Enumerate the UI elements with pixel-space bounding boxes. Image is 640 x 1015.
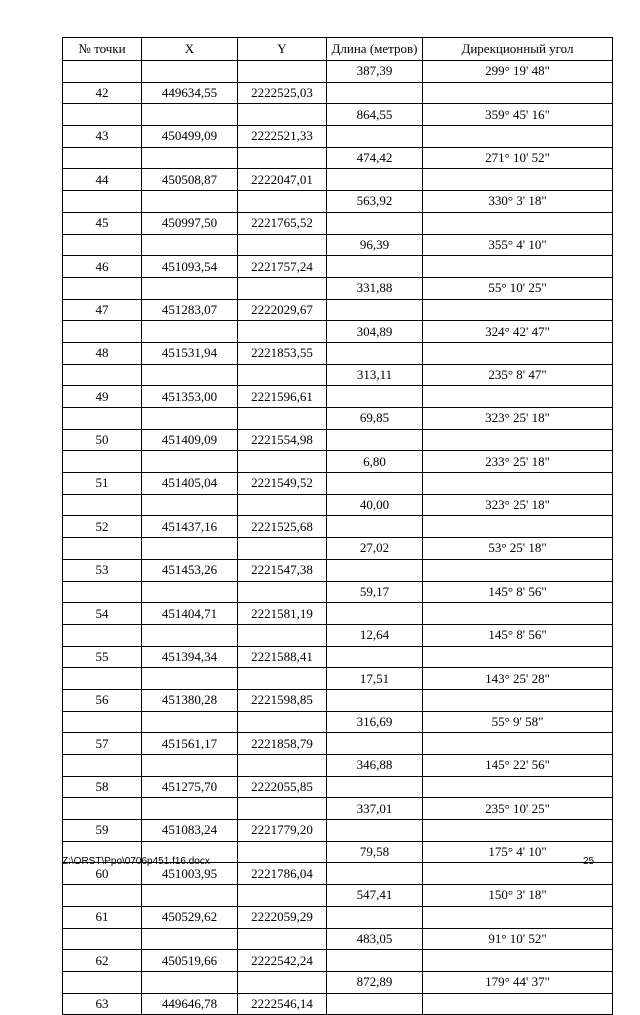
table-header bbox=[63, 38, 613, 61]
table-row bbox=[63, 581, 613, 603]
table-row bbox=[63, 624, 613, 646]
cell-length: 547,41 bbox=[327, 885, 423, 907]
cell-length bbox=[327, 212, 423, 234]
header-length: Длина (метров) bbox=[327, 38, 423, 61]
table-row bbox=[63, 559, 613, 581]
cell-bearing bbox=[423, 603, 613, 625]
cell-x: 451561,17 bbox=[142, 733, 238, 755]
cell-bearing bbox=[423, 689, 613, 711]
cell-bearing: 330° 3' 18" bbox=[423, 191, 613, 213]
cell-length bbox=[327, 559, 423, 581]
cell-length bbox=[327, 689, 423, 711]
cell-y: 2222542,24 bbox=[238, 950, 327, 972]
cell-bearing: 145° 22' 56" bbox=[423, 755, 613, 777]
cell-y bbox=[238, 798, 327, 820]
cell-y: 2221853,55 bbox=[238, 342, 327, 364]
table-row bbox=[63, 342, 613, 364]
cell-y bbox=[238, 191, 327, 213]
cell-length: 872,89 bbox=[327, 971, 423, 993]
table-row bbox=[63, 277, 613, 299]
cell-length bbox=[327, 342, 423, 364]
table-row bbox=[63, 668, 613, 690]
table-row bbox=[63, 906, 613, 928]
cell-length bbox=[327, 646, 423, 668]
cell-y bbox=[238, 755, 327, 777]
cell-y bbox=[238, 668, 327, 690]
cell-x bbox=[142, 668, 238, 690]
cell-point-number: 47 bbox=[63, 299, 142, 321]
cell-x: 450519,66 bbox=[142, 950, 238, 972]
cell-x: 449634,55 bbox=[142, 82, 238, 104]
cell-x: 451405,04 bbox=[142, 473, 238, 495]
cell-y: 2221786,04 bbox=[238, 863, 327, 885]
cell-point-number: 53 bbox=[63, 559, 142, 581]
cell-y: 2221596,61 bbox=[238, 386, 327, 408]
cell-bearing: 323° 25' 18" bbox=[423, 494, 613, 516]
table-row bbox=[63, 82, 613, 104]
cell-x: 451083,24 bbox=[142, 820, 238, 842]
cell-point-number: 51 bbox=[63, 473, 142, 495]
cell-point-number bbox=[63, 61, 142, 83]
cell-length bbox=[327, 386, 423, 408]
cell-bearing: 324° 42' 47" bbox=[423, 321, 613, 343]
cell-bearing bbox=[423, 733, 613, 755]
cell-point-number bbox=[63, 928, 142, 950]
cell-point-number: 59 bbox=[63, 820, 142, 842]
cell-point-number: 52 bbox=[63, 516, 142, 538]
cell-length: 316,69 bbox=[327, 711, 423, 733]
cell-length bbox=[327, 776, 423, 798]
cell-y: 2221549,52 bbox=[238, 473, 327, 495]
cell-bearing bbox=[423, 169, 613, 191]
cell-length: 474,42 bbox=[327, 147, 423, 169]
cell-y bbox=[238, 538, 327, 560]
cell-bearing: 150° 3' 18" bbox=[423, 885, 613, 907]
cell-y bbox=[238, 321, 327, 343]
cell-length bbox=[327, 993, 423, 1015]
cell-length bbox=[327, 950, 423, 972]
cell-x bbox=[142, 928, 238, 950]
cell-x bbox=[142, 451, 238, 473]
footer-file-path: Z:\ORST\Ppo\0706p451.f16.docx bbox=[62, 856, 210, 867]
cell-x: 451003,95 bbox=[142, 863, 238, 885]
cell-bearing bbox=[423, 256, 613, 278]
cell-y: 2222546,14 bbox=[238, 993, 327, 1015]
cell-bearing: 91° 10' 52" bbox=[423, 928, 613, 950]
cell-y: 2221765,52 bbox=[238, 212, 327, 234]
cell-x bbox=[142, 711, 238, 733]
cell-length: 387,39 bbox=[327, 61, 423, 83]
cell-bearing: 359° 45' 16" bbox=[423, 104, 613, 126]
cell-y bbox=[238, 624, 327, 646]
table-row bbox=[63, 386, 613, 408]
cell-bearing bbox=[423, 212, 613, 234]
cell-x bbox=[142, 321, 238, 343]
cell-y bbox=[238, 104, 327, 126]
table-row bbox=[63, 993, 613, 1015]
cell-y bbox=[238, 581, 327, 603]
cell-point-number: 63 bbox=[63, 993, 142, 1015]
cell-length: 12,64 bbox=[327, 624, 423, 646]
cell-y bbox=[238, 494, 327, 516]
table-row bbox=[63, 299, 613, 321]
cell-point-number bbox=[63, 668, 142, 690]
cell-y: 2222059,29 bbox=[238, 906, 327, 928]
cell-length bbox=[327, 603, 423, 625]
cell-point-number: 50 bbox=[63, 429, 142, 451]
table-row bbox=[63, 61, 613, 83]
cell-bearing: 299° 19' 48" bbox=[423, 61, 613, 83]
table-row bbox=[63, 169, 613, 191]
cell-x bbox=[142, 798, 238, 820]
cell-x bbox=[142, 624, 238, 646]
cell-x: 451404,71 bbox=[142, 603, 238, 625]
table-row bbox=[63, 950, 613, 972]
cell-bearing bbox=[423, 473, 613, 495]
cell-point-number bbox=[63, 971, 142, 993]
cell-length bbox=[327, 516, 423, 538]
cell-length bbox=[327, 473, 423, 495]
cell-point-number bbox=[63, 755, 142, 777]
table-row bbox=[63, 126, 613, 148]
cell-bearing: 145° 8' 56" bbox=[423, 624, 613, 646]
cell-bearing bbox=[423, 559, 613, 581]
cell-bearing bbox=[423, 516, 613, 538]
table-row bbox=[63, 733, 613, 755]
cell-y: 2222029,67 bbox=[238, 299, 327, 321]
cell-y bbox=[238, 971, 327, 993]
cell-bearing bbox=[423, 429, 613, 451]
cell-x bbox=[142, 234, 238, 256]
cell-y bbox=[238, 885, 327, 907]
cell-length: 313,11 bbox=[327, 364, 423, 386]
cell-point-number bbox=[63, 191, 142, 213]
table-row bbox=[63, 104, 613, 126]
cell-length: 17,51 bbox=[327, 668, 423, 690]
cell-point-number bbox=[63, 104, 142, 126]
cell-point-number: 44 bbox=[63, 169, 142, 191]
table-row bbox=[63, 755, 613, 777]
table-row bbox=[63, 212, 613, 234]
cell-bearing: 233° 25' 18" bbox=[423, 451, 613, 473]
cell-point-number bbox=[63, 624, 142, 646]
cell-length: 69,85 bbox=[327, 408, 423, 430]
cell-point-number: 45 bbox=[63, 212, 142, 234]
table-row bbox=[63, 364, 613, 386]
table-row bbox=[63, 147, 613, 169]
cell-y: 2221588,41 bbox=[238, 646, 327, 668]
cell-x: 451275,70 bbox=[142, 776, 238, 798]
cell-x bbox=[142, 494, 238, 516]
cell-point-number: 48 bbox=[63, 342, 142, 364]
cell-x: 451283,07 bbox=[142, 299, 238, 321]
cell-length: 483,05 bbox=[327, 928, 423, 950]
table-row bbox=[63, 451, 613, 473]
table-row bbox=[63, 494, 613, 516]
cell-length: 864,55 bbox=[327, 104, 423, 126]
cell-x bbox=[142, 364, 238, 386]
cell-length: 59,17 bbox=[327, 581, 423, 603]
cell-y bbox=[238, 234, 327, 256]
table-row bbox=[63, 473, 613, 495]
cell-bearing: 323° 25' 18" bbox=[423, 408, 613, 430]
cell-bearing: 271° 10' 52" bbox=[423, 147, 613, 169]
cell-bearing: 53° 25' 18" bbox=[423, 538, 613, 560]
cell-y: 2221757,24 bbox=[238, 256, 327, 278]
cell-x bbox=[142, 755, 238, 777]
cell-x bbox=[142, 971, 238, 993]
header-x: X bbox=[142, 38, 238, 61]
cell-point-number: 57 bbox=[63, 733, 142, 755]
header-row bbox=[63, 38, 613, 61]
cell-x: 449646,78 bbox=[142, 993, 238, 1015]
cell-point-number: 55 bbox=[63, 646, 142, 668]
cell-bearing: 55° 9' 58" bbox=[423, 711, 613, 733]
table-row bbox=[63, 689, 613, 711]
cell-point-number bbox=[63, 581, 142, 603]
cell-point-number bbox=[63, 538, 142, 560]
cell-bearing bbox=[423, 126, 613, 148]
cell-length: 6,80 bbox=[327, 451, 423, 473]
table-row bbox=[63, 711, 613, 733]
cell-bearing: 235° 10' 25" bbox=[423, 798, 613, 820]
cell-length: 346,88 bbox=[327, 755, 423, 777]
table-row bbox=[63, 646, 613, 668]
table-row bbox=[63, 191, 613, 213]
cell-x bbox=[142, 104, 238, 126]
cell-x: 451394,34 bbox=[142, 646, 238, 668]
cell-length bbox=[327, 820, 423, 842]
cell-bearing bbox=[423, 950, 613, 972]
cell-length: 40,00 bbox=[327, 494, 423, 516]
cell-y bbox=[238, 928, 327, 950]
cell-bearing bbox=[423, 820, 613, 842]
cell-bearing: 55° 10' 25" bbox=[423, 277, 613, 299]
cell-length: 27,02 bbox=[327, 538, 423, 560]
cell-bearing bbox=[423, 776, 613, 798]
cell-bearing bbox=[423, 82, 613, 104]
cell-length: 79,58 bbox=[327, 841, 423, 863]
cell-x bbox=[142, 408, 238, 430]
footer-page-number: 25 bbox=[583, 856, 595, 867]
table-row bbox=[63, 321, 613, 343]
cell-y bbox=[238, 364, 327, 386]
cell-x bbox=[142, 581, 238, 603]
cell-y: 2222525,03 bbox=[238, 82, 327, 104]
cell-x: 451093,54 bbox=[142, 256, 238, 278]
cell-length bbox=[327, 126, 423, 148]
cell-point-number bbox=[63, 408, 142, 430]
cell-point-number: 46 bbox=[63, 256, 142, 278]
cell-point-number: 49 bbox=[63, 386, 142, 408]
cell-x: 451380,28 bbox=[142, 689, 238, 711]
cell-point-number: 43 bbox=[63, 126, 142, 148]
table-row bbox=[63, 538, 613, 560]
cell-point-number bbox=[63, 494, 142, 516]
cell-point-number bbox=[63, 277, 142, 299]
cell-y bbox=[238, 711, 327, 733]
table-row bbox=[63, 776, 613, 798]
cell-length: 304,89 bbox=[327, 321, 423, 343]
header-y: Y bbox=[238, 38, 327, 61]
cell-bearing: 179° 44' 37" bbox=[423, 971, 613, 993]
cell-length: 337,01 bbox=[327, 798, 423, 820]
cell-length bbox=[327, 299, 423, 321]
cell-y: 2221554,98 bbox=[238, 429, 327, 451]
cell-length bbox=[327, 733, 423, 755]
cell-y bbox=[238, 61, 327, 83]
cell-x bbox=[142, 538, 238, 560]
cell-x: 450508,87 bbox=[142, 169, 238, 191]
cell-bearing bbox=[423, 299, 613, 321]
cell-point-number: 54 bbox=[63, 603, 142, 625]
cell-bearing bbox=[423, 342, 613, 364]
cell-point-number: 42 bbox=[63, 82, 142, 104]
cell-x bbox=[142, 885, 238, 907]
cell-x bbox=[142, 147, 238, 169]
cell-y: 2222521,33 bbox=[238, 126, 327, 148]
cell-x bbox=[142, 277, 238, 299]
cell-point-number bbox=[63, 885, 142, 907]
cell-length bbox=[327, 906, 423, 928]
cell-length bbox=[327, 863, 423, 885]
cell-y: 2222047,01 bbox=[238, 169, 327, 191]
cell-y: 2222055,85 bbox=[238, 776, 327, 798]
cell-bearing: 355° 4' 10" bbox=[423, 234, 613, 256]
cell-y: 2221598,85 bbox=[238, 689, 327, 711]
header-bearing: Дирекционный угол bbox=[423, 38, 613, 61]
cell-point-number bbox=[63, 321, 142, 343]
cell-y: 2221779,20 bbox=[238, 820, 327, 842]
cell-bearing: 145° 8' 56" bbox=[423, 581, 613, 603]
cell-bearing: 235° 8' 47" bbox=[423, 364, 613, 386]
cell-x: 450997,50 bbox=[142, 212, 238, 234]
cell-length bbox=[327, 169, 423, 191]
cell-y bbox=[238, 277, 327, 299]
cell-length: 96,39 bbox=[327, 234, 423, 256]
cell-point-number bbox=[63, 711, 142, 733]
coordinates-table bbox=[62, 37, 613, 1015]
cell-bearing bbox=[423, 646, 613, 668]
cell-x bbox=[142, 191, 238, 213]
cell-y: 2221525,68 bbox=[238, 516, 327, 538]
cell-point-number: 62 bbox=[63, 950, 142, 972]
table-row bbox=[63, 820, 613, 842]
table-row bbox=[63, 928, 613, 950]
table-row bbox=[63, 885, 613, 907]
cell-bearing: 143° 25' 28" bbox=[423, 668, 613, 690]
table-body bbox=[63, 61, 613, 1015]
cell-point-number: 61 bbox=[63, 906, 142, 928]
cell-y: 2221581,19 bbox=[238, 603, 327, 625]
cell-point-number bbox=[63, 364, 142, 386]
cell-x: 451409,09 bbox=[142, 429, 238, 451]
cell-x: 451453,26 bbox=[142, 559, 238, 581]
cell-x: 450499,09 bbox=[142, 126, 238, 148]
cell-bearing: 175° 4' 10" bbox=[423, 841, 613, 863]
cell-point-number: 58 bbox=[63, 776, 142, 798]
header-point-number: № точки bbox=[63, 38, 142, 61]
cell-bearing bbox=[423, 906, 613, 928]
table-row bbox=[63, 234, 613, 256]
cell-length bbox=[327, 82, 423, 104]
table-row bbox=[63, 798, 613, 820]
cell-point-number bbox=[63, 451, 142, 473]
cell-bearing bbox=[423, 386, 613, 408]
cell-length bbox=[327, 256, 423, 278]
cell-x: 451353,00 bbox=[142, 386, 238, 408]
cell-y bbox=[238, 451, 327, 473]
cell-y bbox=[238, 408, 327, 430]
cell-y bbox=[238, 841, 327, 863]
cell-y bbox=[238, 147, 327, 169]
cell-length: 563,92 bbox=[327, 191, 423, 213]
cell-point-number: 56 bbox=[63, 689, 142, 711]
cell-y: 2221547,38 bbox=[238, 559, 327, 581]
cell-point-number bbox=[63, 234, 142, 256]
table-row bbox=[63, 603, 613, 625]
cell-point-number: 60 bbox=[63, 863, 142, 885]
cell-length: 331,88 bbox=[327, 277, 423, 299]
cell-y: 2221858,79 bbox=[238, 733, 327, 755]
cell-point-number bbox=[63, 147, 142, 169]
table-row bbox=[63, 971, 613, 993]
table-row bbox=[63, 256, 613, 278]
table-row bbox=[63, 516, 613, 538]
cell-x: 451531,94 bbox=[142, 342, 238, 364]
cell-x bbox=[142, 61, 238, 83]
cell-x: 450529,62 bbox=[142, 906, 238, 928]
cell-bearing bbox=[423, 993, 613, 1015]
table-row bbox=[63, 408, 613, 430]
cell-length bbox=[327, 429, 423, 451]
table-row bbox=[63, 429, 613, 451]
cell-point-number bbox=[63, 798, 142, 820]
cell-x: 451437,16 bbox=[142, 516, 238, 538]
